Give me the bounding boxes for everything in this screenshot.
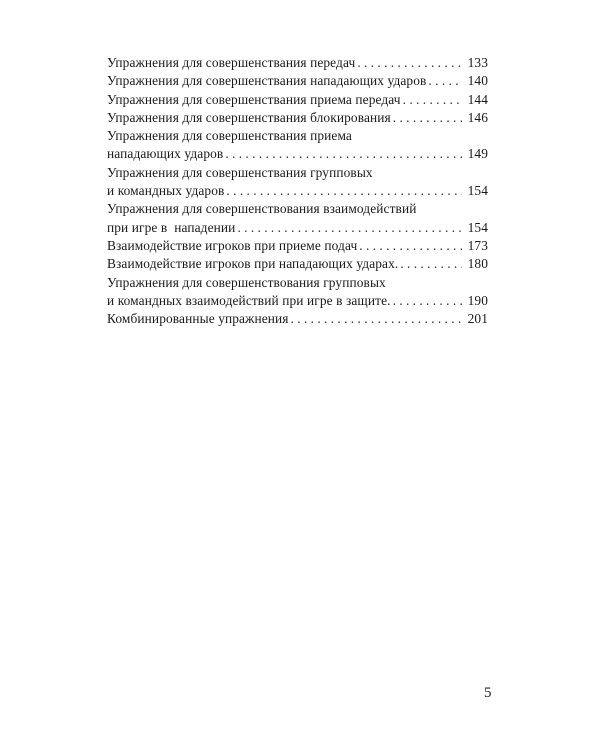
toc-page-number: 133 [467, 55, 488, 70]
dot-leader [403, 91, 462, 109]
toc-entry-title: Комбинированные упражнения [107, 311, 289, 327]
toc-entry-title: Упражнения для совершенствания групповых [107, 164, 373, 180]
toc-entry-line [107, 145, 488, 163]
toc-page-number: 154 [467, 183, 488, 199]
toc-entry [107, 164, 488, 201]
dot-leader [393, 292, 462, 310]
toc-entry [107, 310, 488, 328]
toc-entry [107, 255, 488, 273]
toc-entry-title: Взаимодействие игроков при приеме подач [107, 237, 358, 253]
table-of-contents [107, 54, 488, 328]
toc-entry-line [107, 91, 488, 109]
toc-entry-line [107, 182, 488, 200]
toc-entry [107, 109, 488, 127]
dot-leader [291, 310, 462, 328]
toc-page-number: 146 [467, 109, 488, 125]
dot-leader [237, 219, 462, 237]
toc-entry-title: Упражнения для совершенствания передач [107, 55, 356, 70]
toc-entry [107, 91, 488, 109]
toc-entry-line [107, 54, 488, 72]
page-number: 5 [484, 685, 492, 701]
toc-page-number: 173 [467, 237, 488, 253]
toc-entry-title: Упражнения для совершенствания нападающих ударов [107, 73, 427, 89]
dot-leader [393, 109, 462, 127]
toc-entry [107, 200, 488, 237]
toc-entry-line [107, 109, 488, 127]
toc-entry-title: Упражнения для совершенствования групповых [107, 274, 386, 290]
toc-entry-title: Упражнения для совершенствания блокирования [107, 109, 391, 125]
toc-entry-title: Взаимодействие игроков при нападающих ударах. [107, 256, 399, 272]
toc-entry-title-continued: нападающих ударов [107, 146, 224, 162]
toc-entry [107, 72, 488, 90]
toc-entry-title-continued: и командных взаимодействий при игре в защите. [107, 292, 391, 308]
toc-entry-line [107, 219, 488, 237]
toc-entry-line [107, 237, 488, 255]
toc-page-number: 154 [467, 219, 488, 235]
toc-page-number: 149 [467, 146, 488, 162]
toc-entry [107, 274, 488, 311]
toc-entry-line [107, 310, 488, 328]
toc-page-number: 144 [467, 91, 488, 107]
toc-entry-title: Упражнения для совершенствания приема передач [107, 91, 401, 107]
toc-entry-title: Упражнения для совершенствования взаимодействий [107, 201, 417, 217]
toc-page-number: 201 [467, 311, 488, 327]
dot-leader [428, 72, 462, 90]
toc-page-number: 180 [467, 256, 488, 272]
toc-entry-line [107, 255, 488, 273]
dot-leader [400, 255, 462, 273]
toc-entry-line [107, 292, 488, 310]
dot-leader [226, 182, 462, 200]
dot-leader [359, 237, 462, 255]
dot-leader [357, 54, 462, 72]
toc-entry [107, 237, 488, 255]
toc-entry [107, 127, 488, 164]
toc-entry-title-continued: при игре в нападении [107, 219, 236, 235]
toc-entry [107, 54, 488, 72]
toc-entry-title-continued: и командных ударов [107, 183, 225, 199]
toc-page-number: 190 [467, 292, 488, 308]
dot-leader [225, 145, 462, 163]
toc-entry-line [107, 72, 488, 90]
toc-page-number: 140 [467, 73, 488, 89]
toc-entry-title: Упражнения для совершенствания приема [107, 128, 352, 144]
